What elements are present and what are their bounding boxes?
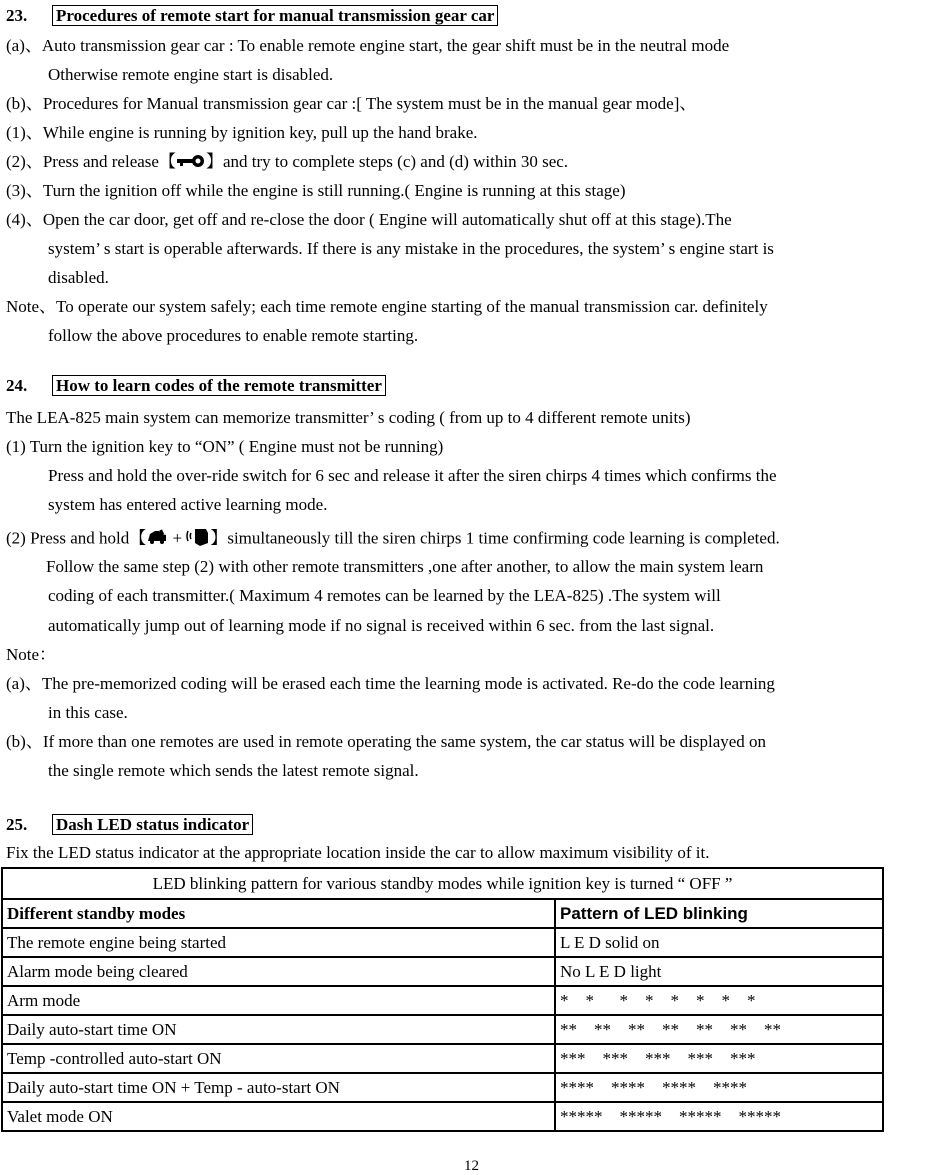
sec24-line-3: Press and hold the over-ride switch for 6 sec and release it after the siren chirps 4 times which confirms the [48, 466, 777, 485]
sec23-note-line2: follow the above procedures to enable remote starting. [48, 326, 419, 345]
page-number: 12 [464, 1158, 479, 1174]
sec23-line-a1: (a)、Auto transmission gear car : To enable remote engine start, the gear shift must be in the neutral mode [6, 36, 730, 55]
sec25-line-1: Fix the LED status indicator at the appropriate location inside the car to allow maximum visibility of it. [6, 843, 710, 862]
table-header-row [2, 899, 883, 928]
table-caption-row [2, 868, 883, 899]
table-row [2, 1044, 883, 1073]
sec24-line-7: coding of each transmitter.( Maximum 4 remotes can be learned by the LEA-825) .The system will [48, 586, 721, 605]
pattern-cell: * * * * * * * * [555, 986, 883, 1015]
section-25-title: Dash LED status indicator [52, 814, 253, 835]
sec24-note-a-line1: (a)、The pre-memorized coding will be erased each time the learning mode is activated. Re-do the code learning [6, 674, 775, 693]
mode-cell: Valet mode ON [2, 1102, 555, 1131]
sec24-line-5 [6, 527, 780, 552]
mode-cell: Alarm mode being cleared [2, 957, 555, 986]
sec24-line-5-start: (2) Press and hold【 [6, 528, 147, 548]
mode-cell: Daily auto-start time ON + Temp - auto-start ON [2, 1073, 555, 1102]
sec23-step-2-start: (2)、Press and release【 [6, 152, 176, 171]
table-row [2, 1015, 883, 1044]
sec23-step-4-line2: system’ s start is operable afterwards. If there is any mistake in the procedures, the system’ s engine start is [48, 239, 774, 258]
section-25-heading [6, 815, 253, 835]
sec24-note-label: Note： [6, 645, 57, 664]
sec23-step-4-line1: (4)、Open the car door, get off and re-close the door ( Engine will automatically shut off at this stage).The [6, 210, 732, 229]
plus-sign: + [172, 528, 183, 548]
mode-cell: Daily auto-start time ON [2, 1015, 555, 1044]
table-row [2, 986, 883, 1015]
section-24-number: 24. [6, 376, 28, 395]
pattern-cell: *** *** *** *** *** [555, 1044, 883, 1073]
section-23-title: Procedures of remote start for manual transmission gear car [52, 5, 498, 26]
sec24-note-b-line2: the single remote which sends the latest remote signal. [48, 761, 419, 780]
sec24-line-2: (1) Turn the ignition key to “ON” ( Engine must not be running) [6, 437, 444, 456]
pattern-cell: **** **** **** **** [555, 1073, 883, 1102]
sec24-note-a-line2: in this case. [48, 703, 128, 722]
remote-start-icon [186, 527, 210, 552]
sec24-line-1: The LEA-825 main system can memorize transmitter’ s coding ( from up to 4 different remote units) [6, 408, 691, 427]
sec23-line-a2: Otherwise remote engine start is disabled. [48, 65, 334, 84]
sec23-step-2-end: 】and try to complete steps (c) and (d) within 30 sec. [205, 152, 569, 171]
section-23-number: 23. [6, 6, 28, 25]
section-24-heading [6, 376, 386, 396]
mode-cell: Arm mode [2, 986, 555, 1015]
key-icon [176, 153, 206, 173]
table-row [2, 957, 883, 986]
pattern-cell: ** ** ** ** ** ** ** [555, 1015, 883, 1044]
sec23-step-4-line3: disabled. [48, 268, 109, 287]
section-25-number: 25. [6, 815, 28, 834]
sec23-step-3: (3)、Turn the ignition off while the engine is still running.( Engine is running at this stage) [6, 181, 626, 200]
sec24-line-4: system has entered active learning mode. [48, 495, 328, 514]
mode-cell: Temp -controlled auto-start ON [2, 1044, 555, 1073]
pattern-cell: L E D solid on [555, 928, 883, 957]
car-trunk-icon [146, 529, 168, 550]
sec23-line-b1: (b)、Procedures for Manual transmission gear car :[ The system must be in the manual gear mode]、 [6, 94, 697, 113]
sec23-step-1: (1)、While engine is running by ignition key, pull up the hand brake. [6, 123, 478, 142]
sec24-line-6: Follow the same step (2) with other remote transmitters ,one after another, to allow the main system learn [46, 557, 764, 576]
led-pattern-table [1, 867, 884, 1132]
table-row [2, 928, 883, 957]
table-row [2, 1073, 883, 1102]
column-header-pattern: Pattern of LED blinking [555, 899, 883, 928]
mode-cell: The remote engine being started [2, 928, 555, 957]
sec24-line-8: automatically jump out of learning mode if no signal is received within 6 sec. from the last signal. [48, 616, 715, 635]
pattern-cell: ***** ***** ***** ***** [555, 1102, 883, 1131]
section-23-heading [6, 6, 498, 26]
table-caption: LED blinking pattern for various standby modes while ignition key is turned “ OFF ” [2, 868, 883, 899]
sec24-line-5-end: 】simultaneously till the siren chirps 1 time confirming code learning is completed. [210, 528, 780, 548]
sec24-note-b-line1: (b)、If more than one remotes are used in remote operating the same system, the car status will be displayed on [6, 732, 767, 751]
section-24-title: How to learn codes of the remote transmitter [52, 375, 386, 396]
sec23-step-2 [6, 152, 568, 173]
pattern-cell: No L E D light [555, 957, 883, 986]
table-row [2, 1102, 883, 1131]
column-header-modes: Different standby modes [2, 899, 555, 928]
sec23-note-line1: Note、To operate our system safely; each time remote engine starting of the manual transmission car. definitely [6, 297, 768, 316]
